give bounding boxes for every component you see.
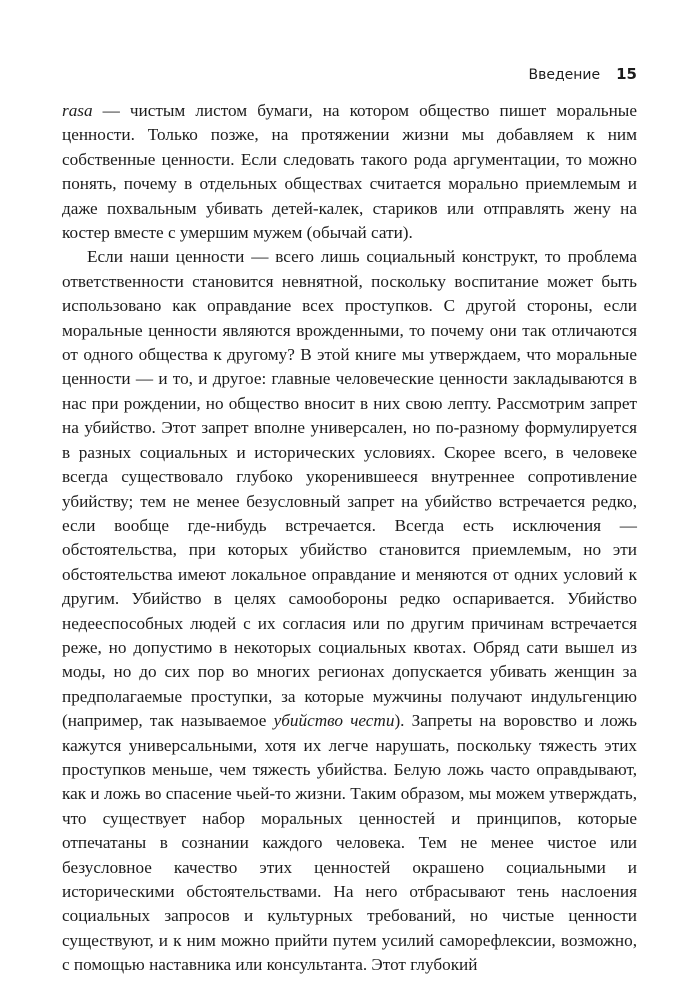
paragraph-2 [62,245,637,977]
page-number: 15 [616,65,637,83]
book-page [62,0,637,1000]
body-text [62,99,637,978]
paragraph-2-text-after: ). Запреты на воровство и ложь кажутся универсальными, хотя их легче нарушать, поскольку тяжесть этих проступков меньше, чем тяжесть убийства. Белую ложь часто оправдывают, как и ложь во спасение чьей-то жизни. Таким образом, мы можем утверждать, что существует набор моральных ценностей и принципов, которые отпечатаны в сознании каждого человека. Тем не менее чистое или безусловное качество этих ценностей окрашено социальными и историческими обстоятельствами. На него отбрасывают тень наслоения социальных запросов и культурных требований, но чистые ценности существуют, и к ним можно прийти путем усилий саморефлексии, возможно, с помощью наставника или консультанта. Этот глубокий [62,711,637,975]
paragraph-1 [62,99,637,245]
paragraph-2-text-before: Если наши ценности — всего лишь социальный конструкт, то проблема ответственности становится невнятной, поскольку воспитание может быть использовано как оправдание всех проступков. С другой стороны, если моральные ценности являются врожденными, то почему они так отличаются от одного общества к другому? В этой книге мы утверждаем, что моральные ценности — и то, и другое: главные человеческие ценности закладываются в нас при рождении, но общество вносит в них свою лепту. Рассмотрим запрет на убийство. Этот запрет вполне универсален, но по-разному формулируется в разных социальных и исторических условиях. Скорее всего, в человеке всегда существовало глубоко укоренившееся внутреннее сопротивление убийству; тем не менее безусловный запрет на убийство встречается редко, если вообще где-нибудь встречается. Всегда есть исключения — обстоятельства, при которых убийство становится приемлемым, но эти обстоятельства имеют локальное оправдание и меняются от одних условий к другим. Убийство в целях самообороны редко оспаривается. Убийство недееспособных людей с их согласия или по другим причинам встречается реже, но допустимо в некоторых социальных квотах. Обряд сати вышел из моды, но до сих пор во многих регионах допускается убивать женщин за предполагаемые проступки, за которые мужчины получают индульгенцию (например, так называемое [62,247,637,731]
italic-term-honor-killing: убийство чести [273,711,395,731]
paragraph-1-text: — чистым листом бумаги, на котором общество пишет моральные ценности. Только позже, на протяжении жизни мы добавляем к ним собственные ценности. Если следовать такого рода аргументации, то можно понять, почему в отдельных обществах считается морально приемлемым и даже похвальным убивать детей-калек, стариков или отправлять жену на костер вместе с умершим мужем (обычай сати). [62,101,637,243]
italic-term-rasa: rasa [62,101,93,120]
running-header [528,64,637,85]
section-title: Введение [528,67,601,83]
